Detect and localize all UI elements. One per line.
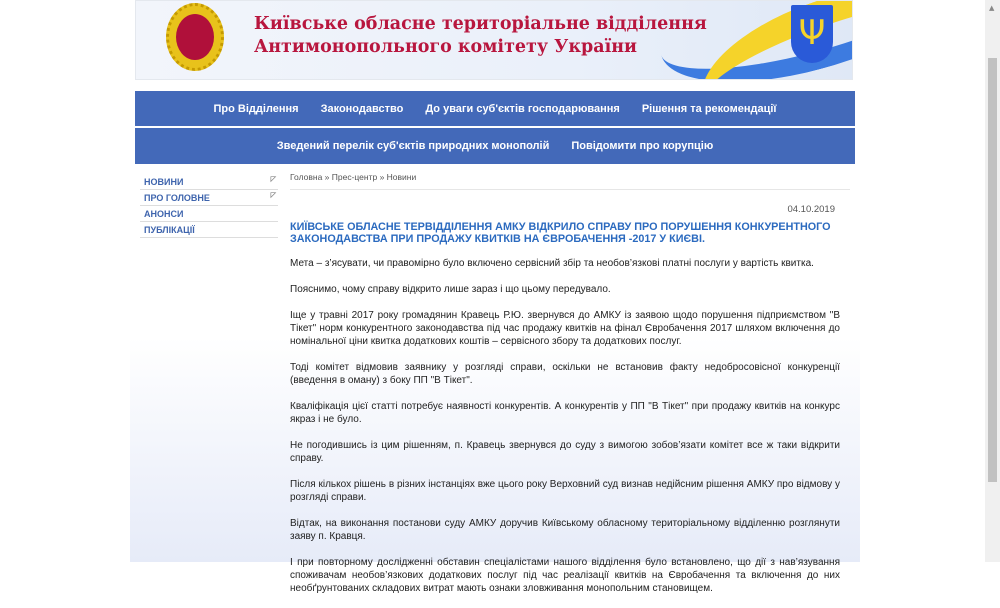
paragraph: Відтак, на виконання постанови суду АМКУ доручив Київському обласному територіальному відділенню розглянути заяву п. Кравця.: [290, 518, 840, 542]
breadcrumb: Головна » Прес-центр » Новини: [290, 172, 850, 190]
paragraph: Після кількох рішень в різних інстанціях вже цього року Верховний суд визнав недійсним рішення АМКУ про відмову у розгляді справи.: [290, 479, 840, 503]
article: [290, 172, 850, 608]
site-header: [135, 0, 853, 80]
nav-item[interactable]: Законодавство: [320, 102, 404, 115]
nav-item[interactable]: Про Відділення: [213, 102, 299, 115]
amku-emblem-logo[interactable]: [166, 3, 224, 71]
article-date: 04.10.2019: [787, 204, 835, 215]
sidebar-item-announcements[interactable]: АНОНСИ: [140, 206, 278, 222]
sidebar-item-main[interactable]: ПРО ГОЛОВНЕ ◸: [140, 190, 278, 206]
paragraph: Пояснимо, чому справу відкрито лише зараз і що цьому передувало.: [290, 284, 611, 295]
site-title: Київське обласне територіальне відділення Антимонопольного комітету України: [254, 14, 707, 57]
sidebar-item-publications[interactable]: ПУБЛІКАЦІЇ: [140, 222, 278, 238]
nav-item[interactable]: Рішення та рекомендації: [641, 102, 777, 115]
main-nav: [135, 91, 855, 126]
secondary-nav: [135, 128, 855, 164]
paragraph: І при повторному дослідженні обставин спеціалістами нашого відділення було встановлено, що дії з нав’язування споживачам необов’язкових додаткових послуг під час реалізації квитків на Євробачення та включення до них необґрунтованих складових витрат мають ознаки зловживання монопольним становищем.: [290, 557, 840, 594]
scroll-up-icon[interactable]: ▲: [989, 4, 995, 12]
paragraph: Тоді комітет відмовив заявнику у розгляді справи, оскільки не встановив факту недобросовісної конкуренції (введення в оману) з боку ПП "В Тікет".: [290, 362, 840, 386]
article-title: КИЇВСЬКЕ ОБЛАСНЕ ТЕРВІДДІЛЕННЯ АМКУ ВІДКРИЛО СПРАВУ ПРО ПОРУШЕННЯ КОНКУРЕНТНОГО ЗАКОНОДАВСТВА ПРИ ПРОДАЖУ КВИТКІВ НА ЄВРОБАЧЕННЯ -2017 У КИЄВІ.: [290, 221, 831, 245]
nav-item[interactable]: Повідомити про корупцію: [571, 140, 714, 152]
breadcrumb-home[interactable]: Головна: [290, 172, 323, 182]
breadcrumb-press[interactable]: Прес-центр: [331, 172, 378, 182]
coat-of-arms-icon: Ψ: [791, 5, 833, 63]
breadcrumb-news[interactable]: Новини: [386, 172, 417, 182]
paragraph: Не погодившись із цим рішенням, п. Кравець звернувся до суду з вимогою зобов’язати комітет все ж таки відкрити справу.: [290, 440, 840, 464]
paragraph: Мета – з’ясувати, чи правомірно було включено сервісний збір та необов’язкові платні послуги у вартість квитка.: [290, 258, 814, 269]
sidebar-item-news[interactable]: НОВИНИ ◸: [140, 174, 278, 190]
nav-item[interactable]: Зведений перелік суб'єктів природних монополій: [276, 140, 550, 152]
submenu-arrow-icon: ◸: [270, 176, 276, 183]
scrollbar-thumb[interactable]: [988, 58, 997, 482]
paragraph: Іще у травні 2017 року громадянин Кравець Р.Ю. звернувся до АМКУ із заявою щодо порушення підприємством "В Тікет" норм конкурентного законодавства під час продажу квитків на фінал Євробачення 2017 шляхом включення до номінальної ціни квитка додаткових коштів – сервісного збору та додаткових послуг.: [290, 310, 840, 347]
submenu-arrow-icon: ◸: [270, 192, 276, 199]
page: [130, 0, 860, 594]
scrollbar[interactable]: [985, 0, 1000, 562]
paragraph: Кваліфікація цієї статті потребує наявності конкурентів. А конкурентів у ПП "В Тікет" при продажу квитків на конкурс якраз і не було.: [290, 401, 840, 425]
sidebar: [140, 174, 278, 238]
nav-item[interactable]: До уваги суб'єктів господарювання: [425, 102, 620, 115]
